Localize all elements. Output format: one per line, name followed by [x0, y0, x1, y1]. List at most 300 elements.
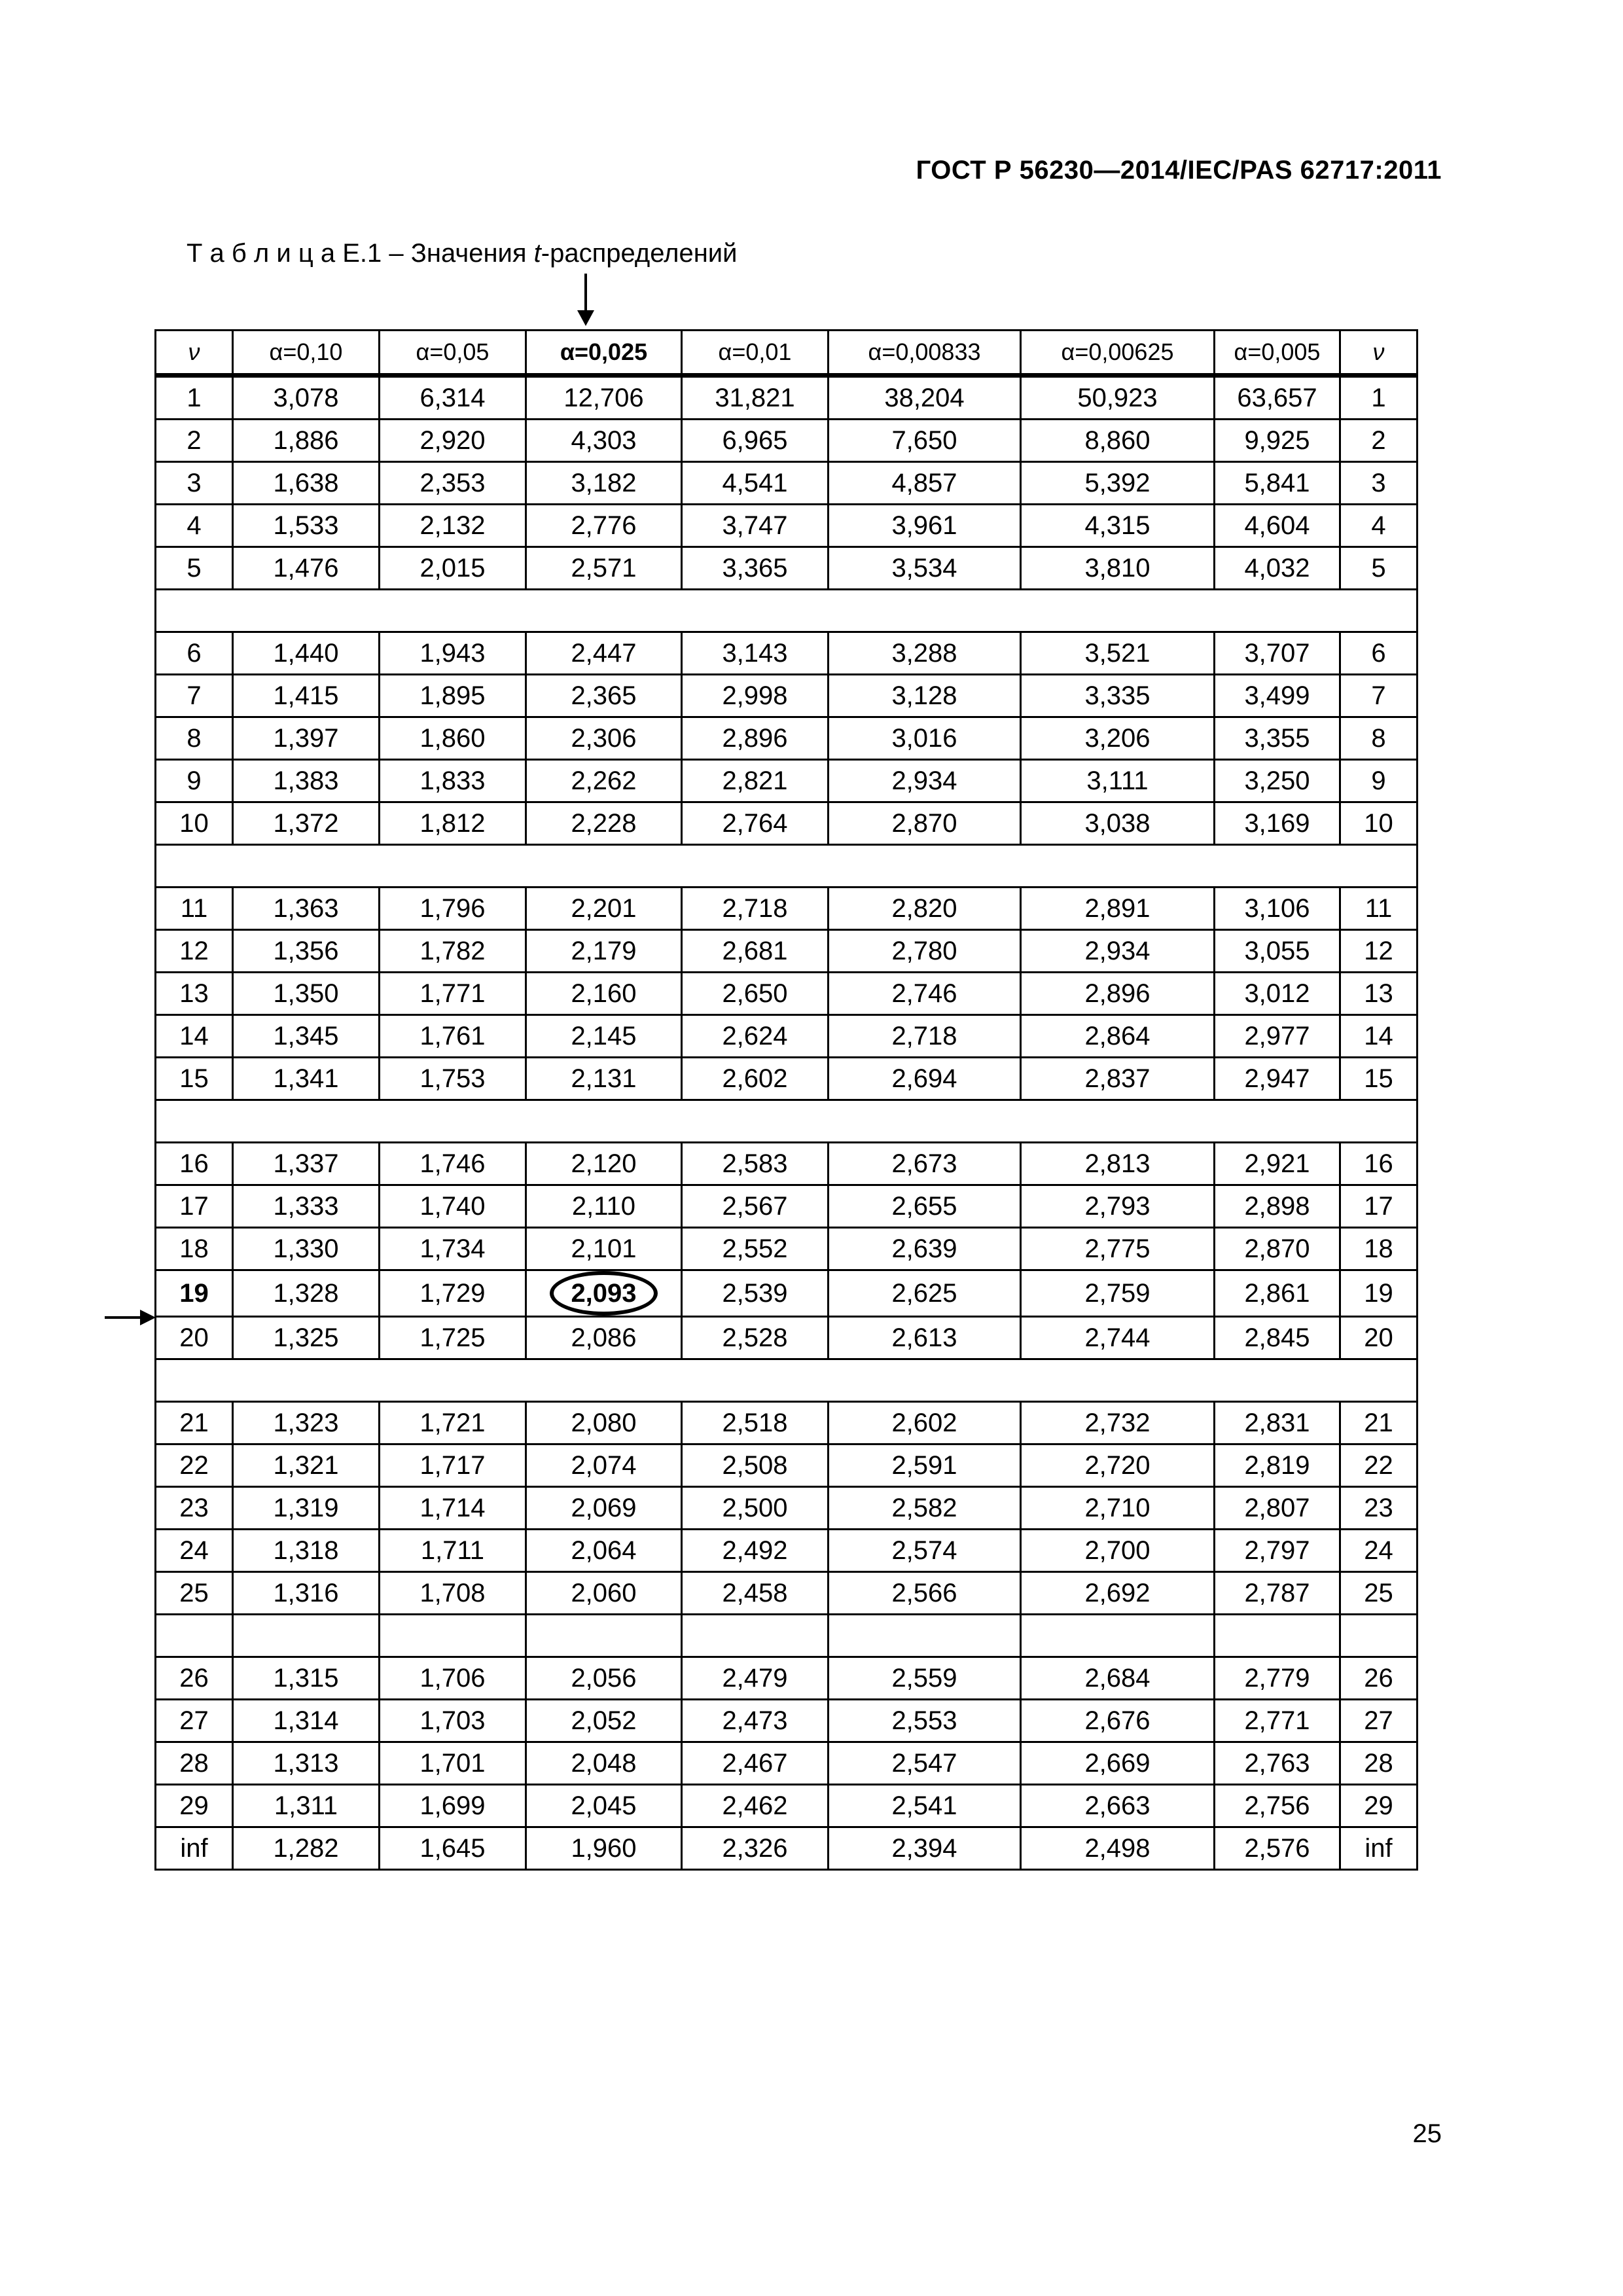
- value-cell: 2,891: [1021, 888, 1215, 930]
- row-label-cell: 10: [1340, 802, 1418, 845]
- value-cell: 1,476: [233, 547, 380, 590]
- value-cell: 1,415: [233, 675, 380, 717]
- value-cell: 2,566: [829, 1572, 1021, 1615]
- value-cell: 2,492: [682, 1530, 829, 1572]
- row-label-cell: 17: [156, 1185, 233, 1228]
- table-row: [156, 1015, 1418, 1058]
- value-cell: 1,319: [233, 1487, 380, 1530]
- column-header: α=0,025: [526, 331, 682, 376]
- row-label-cell: 28: [1340, 1742, 1418, 1785]
- row-label-cell: 26: [1340, 1657, 1418, 1700]
- row-label-cell: 1: [156, 376, 233, 420]
- row-label-cell: 16: [1340, 1143, 1418, 1185]
- row-label-cell: 29: [1340, 1785, 1418, 1827]
- value-cell: 1,860: [380, 717, 526, 760]
- value-cell: 1,701: [380, 1742, 526, 1785]
- value-cell: 2,720: [1021, 1444, 1215, 1487]
- value-cell: 2,583: [682, 1143, 829, 1185]
- value-cell: 3,747: [682, 505, 829, 547]
- value-cell: 38,204: [829, 376, 1021, 420]
- value-cell: 2,508: [682, 1444, 829, 1487]
- row-pointer-arrow-icon: [105, 1308, 157, 1327]
- value-cell: 3,169: [1215, 802, 1340, 845]
- value-cell: 1,282: [233, 1827, 380, 1870]
- empty-cell: [156, 1359, 1418, 1402]
- table-row: [156, 675, 1418, 717]
- value-cell: 2,655: [829, 1185, 1021, 1228]
- value-cell: 2,746: [829, 973, 1021, 1015]
- value-cell: 1,345: [233, 1015, 380, 1058]
- empty-cell: [380, 1615, 526, 1657]
- value-cell: 2,763: [1215, 1742, 1340, 1785]
- table-row: [156, 760, 1418, 802]
- row-label-cell: 11: [1340, 888, 1418, 930]
- value-cell: 2,056: [526, 1657, 682, 1700]
- value-cell: 12,706: [526, 376, 682, 420]
- value-cell: 3,055: [1215, 930, 1340, 973]
- value-cell: 2,692: [1021, 1572, 1215, 1615]
- value-cell: 4,541: [682, 462, 829, 505]
- value-cell: 2,821: [682, 760, 829, 802]
- value-cell: 2,064: [526, 1530, 682, 1572]
- value-cell: 2,326: [682, 1827, 829, 1870]
- table-row: [156, 632, 1418, 675]
- table-row: [156, 1185, 1418, 1228]
- value-cell: 2,582: [829, 1487, 1021, 1530]
- value-cell: 1,734: [380, 1228, 526, 1270]
- column-header: α=0,00625: [1021, 331, 1215, 376]
- value-cell: 2,120: [526, 1143, 682, 1185]
- table-row: [156, 1657, 1418, 1700]
- value-cell: 1,699: [380, 1785, 526, 1827]
- row-label-cell: 12: [156, 930, 233, 973]
- column-header: ν: [1340, 331, 1418, 376]
- row-label-cell: 19: [156, 1270, 233, 1317]
- value-cell: 2,663: [1021, 1785, 1215, 1827]
- value-cell: 4,604: [1215, 505, 1340, 547]
- value-cell: 3,355: [1215, 717, 1340, 760]
- value-cell: 2,447: [526, 632, 682, 675]
- value-cell: 2,819: [1215, 1444, 1340, 1487]
- row-label-cell: 29: [156, 1785, 233, 1827]
- value-cell: 1,341: [233, 1058, 380, 1100]
- empty-cell: [156, 590, 1418, 632]
- value-cell: 3,078: [233, 376, 380, 420]
- value-cell: 2,837: [1021, 1058, 1215, 1100]
- value-cell: 2,074: [526, 1444, 682, 1487]
- value-cell: 3,182: [526, 462, 682, 505]
- value-cell: 3,499: [1215, 675, 1340, 717]
- row-label-cell: 16: [156, 1143, 233, 1185]
- row-label-cell: 13: [156, 973, 233, 1015]
- value-cell: 2,921: [1215, 1143, 1340, 1185]
- value-cell: 2,896: [682, 717, 829, 760]
- value-cell: 1,740: [380, 1185, 526, 1228]
- value-cell: 2,732: [1021, 1402, 1215, 1444]
- value-cell: 1,706: [380, 1657, 526, 1700]
- value-cell: 2,179: [526, 930, 682, 973]
- value-cell: 3,707: [1215, 632, 1340, 675]
- value-cell: 2,813: [1021, 1143, 1215, 1185]
- table-row: [156, 1402, 1418, 1444]
- value-cell: 1,383: [233, 760, 380, 802]
- value-cell: 1,533: [233, 505, 380, 547]
- row-label-cell: 23: [156, 1487, 233, 1530]
- value-cell: 1,316: [233, 1572, 380, 1615]
- row-label-cell: inf: [1340, 1827, 1418, 1870]
- table-row: [156, 1270, 1418, 1317]
- value-cell: 2,132: [380, 505, 526, 547]
- value-cell: 2,780: [829, 930, 1021, 973]
- value-cell: 2,052: [526, 1700, 682, 1742]
- row-label-cell: 28: [156, 1742, 233, 1785]
- empty-cell: [233, 1615, 380, 1657]
- value-cell: 1,708: [380, 1572, 526, 1615]
- value-cell: 2,591: [829, 1444, 1021, 1487]
- value-cell: 2,771: [1215, 1700, 1340, 1742]
- row-label-cell: 26: [156, 1657, 233, 1700]
- row-label-cell: 7: [156, 675, 233, 717]
- value-cell: 3,016: [829, 717, 1021, 760]
- page-number: 25: [1412, 2119, 1442, 2148]
- value-cell: 2,710: [1021, 1487, 1215, 1530]
- value-cell: 2,775: [1021, 1228, 1215, 1270]
- value-cell: 2,552: [682, 1228, 829, 1270]
- value-cell: 1,812: [380, 802, 526, 845]
- row-label-cell: 8: [156, 717, 233, 760]
- value-cell: 5,841: [1215, 462, 1340, 505]
- value-cell: 1,315: [233, 1657, 380, 1700]
- value-cell: 2,101: [526, 1228, 682, 1270]
- row-label-cell: 21: [1340, 1402, 1418, 1444]
- value-cell: 1,333: [233, 1185, 380, 1228]
- row-label-cell: 8: [1340, 717, 1418, 760]
- table-row: [156, 1700, 1418, 1742]
- row-label-cell: 22: [156, 1444, 233, 1487]
- value-cell: 2,870: [829, 802, 1021, 845]
- value-cell: 2,820: [829, 888, 1021, 930]
- value-cell: 1,943: [380, 632, 526, 675]
- row-label-cell: 9: [1340, 760, 1418, 802]
- row-label-cell: 1: [1340, 376, 1418, 420]
- value-cell: 4,303: [526, 420, 682, 462]
- value-cell: 2,639: [829, 1228, 1021, 1270]
- value-cell: 31,821: [682, 376, 829, 420]
- group-separator-row: [156, 1615, 1418, 1657]
- value-cell: 4,315: [1021, 505, 1215, 547]
- value-cell: 1,753: [380, 1058, 526, 1100]
- value-cell: 2,110: [526, 1185, 682, 1228]
- row-label-cell: 23: [1340, 1487, 1418, 1530]
- value-cell: 3,335: [1021, 675, 1215, 717]
- value-cell: 2,920: [380, 420, 526, 462]
- value-cell: 2,797: [1215, 1530, 1340, 1572]
- value-cell: 2,458: [682, 1572, 829, 1615]
- value-cell: 2,541: [829, 1785, 1021, 1827]
- table-row: [156, 1487, 1418, 1530]
- row-label-cell: 22: [1340, 1444, 1418, 1487]
- empty-cell: [156, 1100, 1418, 1143]
- value-cell: 2,669: [1021, 1742, 1215, 1785]
- table-row: [156, 1317, 1418, 1359]
- value-cell: 1,721: [380, 1402, 526, 1444]
- value-cell: 4,857: [829, 462, 1021, 505]
- value-cell: 6,965: [682, 420, 829, 462]
- empty-cell: [526, 1615, 682, 1657]
- value-cell: 1,318: [233, 1530, 380, 1572]
- table-row: [156, 1785, 1418, 1827]
- value-cell: 2,069: [526, 1487, 682, 1530]
- value-cell: 2,756: [1215, 1785, 1340, 1827]
- value-cell: 2,559: [829, 1657, 1021, 1700]
- value-cell: 2,131: [526, 1058, 682, 1100]
- value-cell: 1,397: [233, 717, 380, 760]
- document-header: ГОСТ Р 56230—2014/IEC/PAS 62717:2011: [916, 156, 1442, 185]
- value-cell: 2,479: [682, 1657, 829, 1700]
- value-cell: 2,602: [682, 1058, 829, 1100]
- value-cell: 1,645: [380, 1827, 526, 1870]
- value-cell: 2,793: [1021, 1185, 1215, 1228]
- value-cell: 1,782: [380, 930, 526, 973]
- value-cell: 2,145: [526, 1015, 682, 1058]
- column-header: α=0,005: [1215, 331, 1340, 376]
- table-row: [156, 802, 1418, 845]
- value-cell: 2,571: [526, 547, 682, 590]
- column-header: α=0,05: [380, 331, 526, 376]
- value-cell: 2,394: [829, 1827, 1021, 1870]
- empty-cell: [1340, 1615, 1418, 1657]
- table-row: [156, 376, 1418, 420]
- value-cell: 2,787: [1215, 1572, 1340, 1615]
- table-row: [156, 930, 1418, 973]
- value-cell: 1,323: [233, 1402, 380, 1444]
- value-cell: 3,128: [829, 675, 1021, 717]
- table-row: [156, 462, 1418, 505]
- value-cell: 7,650: [829, 420, 1021, 462]
- row-label-cell: 4: [156, 505, 233, 547]
- value-cell: 2,500: [682, 1487, 829, 1530]
- column-header: ν: [156, 331, 233, 376]
- empty-cell: [682, 1615, 829, 1657]
- value-cell: 4,032: [1215, 547, 1340, 590]
- value-cell: 1,729: [380, 1270, 526, 1317]
- caption-italic: t: [533, 239, 541, 268]
- row-label-cell: 4: [1340, 505, 1418, 547]
- value-cell: 1,833: [380, 760, 526, 802]
- value-cell: 2,759: [1021, 1270, 1215, 1317]
- value-cell: 9,925: [1215, 420, 1340, 462]
- value-cell: 2,048: [526, 1742, 682, 1785]
- value-cell: 1,796: [380, 888, 526, 930]
- row-label-cell: 27: [1340, 1700, 1418, 1742]
- value-cell: 1,638: [233, 462, 380, 505]
- value-cell: 2,673: [829, 1143, 1021, 1185]
- value-cell: 1,325: [233, 1317, 380, 1359]
- value-cell: 2,080: [526, 1402, 682, 1444]
- table-row: [156, 1742, 1418, 1785]
- row-label-cell: 3: [1340, 462, 1418, 505]
- value-cell: 1,337: [233, 1143, 380, 1185]
- table-header-row: [156, 331, 1418, 376]
- empty-cell: [156, 845, 1418, 888]
- row-label-cell: 6: [156, 632, 233, 675]
- value-cell: 1,746: [380, 1143, 526, 1185]
- row-label-cell: 3: [156, 462, 233, 505]
- value-cell: 2,718: [682, 888, 829, 930]
- value-cell: 1,321: [233, 1444, 380, 1487]
- table-row: [156, 1228, 1418, 1270]
- value-cell: 2,353: [380, 462, 526, 505]
- row-label-cell: 9: [156, 760, 233, 802]
- group-separator-row: [156, 1100, 1418, 1143]
- value-cell: 2,776: [526, 505, 682, 547]
- value-cell: 2,528: [682, 1317, 829, 1359]
- value-cell: 2,934: [1021, 930, 1215, 973]
- value-cell: 3,961: [829, 505, 1021, 547]
- group-separator-row: [156, 590, 1418, 632]
- t-distribution-table: [154, 329, 1418, 1871]
- caption-suffix: -распределений: [541, 239, 738, 268]
- row-label-cell: 15: [156, 1058, 233, 1100]
- value-cell: 2,718: [829, 1015, 1021, 1058]
- row-label-cell: 5: [156, 547, 233, 590]
- value-cell: 2,998: [682, 675, 829, 717]
- value-cell: 8,860: [1021, 420, 1215, 462]
- value-cell: 3,111: [1021, 760, 1215, 802]
- value-cell: 1,960: [526, 1827, 682, 1870]
- row-label-cell: 20: [1340, 1317, 1418, 1359]
- column-header: α=0,10: [233, 331, 380, 376]
- value-cell: 1,356: [233, 930, 380, 973]
- value-cell: 2,201: [526, 888, 682, 930]
- value-cell: 2,864: [1021, 1015, 1215, 1058]
- value-cell: 2,602: [829, 1402, 1021, 1444]
- row-label-cell: 24: [156, 1530, 233, 1572]
- value-cell: 2,977: [1215, 1015, 1340, 1058]
- value-cell: 5,392: [1021, 462, 1215, 505]
- row-label-cell: 21: [156, 1402, 233, 1444]
- value-cell: 2,947: [1215, 1058, 1340, 1100]
- value-cell: 2,870: [1215, 1228, 1340, 1270]
- table-row: [156, 973, 1418, 1015]
- row-label-cell: 18: [156, 1228, 233, 1270]
- empty-cell: [829, 1615, 1021, 1657]
- row-label-cell: 15: [1340, 1058, 1418, 1100]
- caption-prefix: Т а б л и ц а Е.1 – Значения: [187, 239, 534, 268]
- row-label-cell: 14: [156, 1015, 233, 1058]
- value-cell: 2,045: [526, 1785, 682, 1827]
- row-label-cell: inf: [156, 1827, 233, 1870]
- group-separator-row: [156, 1359, 1418, 1402]
- value-cell: 2,553: [829, 1700, 1021, 1742]
- table-row: [156, 1444, 1418, 1487]
- column-header: α=0,01: [682, 331, 829, 376]
- value-cell: 2,831: [1215, 1402, 1340, 1444]
- value-cell: 2,898: [1215, 1185, 1340, 1228]
- value-cell: 1,895: [380, 675, 526, 717]
- value-cell: 1,330: [233, 1228, 380, 1270]
- value-cell: 2,934: [829, 760, 1021, 802]
- value-cell: 50,923: [1021, 376, 1215, 420]
- value-cell: 3,106: [1215, 888, 1340, 930]
- row-label-cell: 17: [1340, 1185, 1418, 1228]
- row-label-cell: 12: [1340, 930, 1418, 973]
- column-header: α=0,00833: [829, 331, 1021, 376]
- row-label-cell: 11: [156, 888, 233, 930]
- value-cell: 2,086: [526, 1317, 682, 1359]
- table-caption: [187, 239, 738, 268]
- value-cell: 3,250: [1215, 760, 1340, 802]
- value-cell: 3,521: [1021, 632, 1215, 675]
- value-cell: 2,684: [1021, 1657, 1215, 1700]
- row-label-cell: 25: [1340, 1572, 1418, 1615]
- row-label-cell: 10: [156, 802, 233, 845]
- table-row: [156, 1530, 1418, 1572]
- table-row: [156, 717, 1418, 760]
- table-row: [156, 1058, 1418, 1100]
- value-cell: 63,657: [1215, 376, 1340, 420]
- value-cell: 2,539: [682, 1270, 829, 1317]
- value-cell: 2,228: [526, 802, 682, 845]
- circled-value: 2,093: [550, 1271, 657, 1316]
- empty-cell: [156, 1615, 233, 1657]
- group-separator-row: [156, 845, 1418, 888]
- value-cell: 2,498: [1021, 1827, 1215, 1870]
- value-cell: 3,206: [1021, 717, 1215, 760]
- table-row: [156, 420, 1418, 462]
- row-label-cell: 14: [1340, 1015, 1418, 1058]
- value-cell: 3,038: [1021, 802, 1215, 845]
- value-cell: 2,807: [1215, 1487, 1340, 1530]
- value-cell: 2,613: [829, 1317, 1021, 1359]
- value-cell: 2,744: [1021, 1317, 1215, 1359]
- row-label-cell: 25: [156, 1572, 233, 1615]
- table-row: [156, 1572, 1418, 1615]
- value-cell: 2,624: [682, 1015, 829, 1058]
- empty-cell: [1215, 1615, 1340, 1657]
- value-cell: 1,771: [380, 973, 526, 1015]
- value-cell: 3,365: [682, 547, 829, 590]
- table-row: [156, 1827, 1418, 1870]
- value-cell: 1,363: [233, 888, 380, 930]
- value-cell: 1,711: [380, 1530, 526, 1572]
- value-cell: 3,143: [682, 632, 829, 675]
- value-cell: 2,060: [526, 1572, 682, 1615]
- row-label-cell: 6: [1340, 632, 1418, 675]
- value-cell: 2,574: [829, 1530, 1021, 1572]
- table-row: [156, 888, 1418, 930]
- value-cell: 1,725: [380, 1317, 526, 1359]
- value-cell: 2,518: [682, 1402, 829, 1444]
- row-label-cell: 2: [1340, 420, 1418, 462]
- row-label-cell: 27: [156, 1700, 233, 1742]
- value-cell: 2,473: [682, 1700, 829, 1742]
- value-cell: 2,861: [1215, 1270, 1340, 1317]
- value-cell: 1,886: [233, 420, 380, 462]
- row-label-cell: 13: [1340, 973, 1418, 1015]
- value-cell: 2,681: [682, 930, 829, 973]
- table-row: [156, 1143, 1418, 1185]
- value-cell: 1,761: [380, 1015, 526, 1058]
- value-cell: 1,372: [233, 802, 380, 845]
- value-cell: 2,676: [1021, 1700, 1215, 1742]
- table-row: [156, 547, 1418, 590]
- value-cell: 2,015: [380, 547, 526, 590]
- column-pointer-arrow-icon: [575, 274, 597, 327]
- value-cell: 6,314: [380, 376, 526, 420]
- value-cell: 3,012: [1215, 973, 1340, 1015]
- row-label-cell: 5: [1340, 547, 1418, 590]
